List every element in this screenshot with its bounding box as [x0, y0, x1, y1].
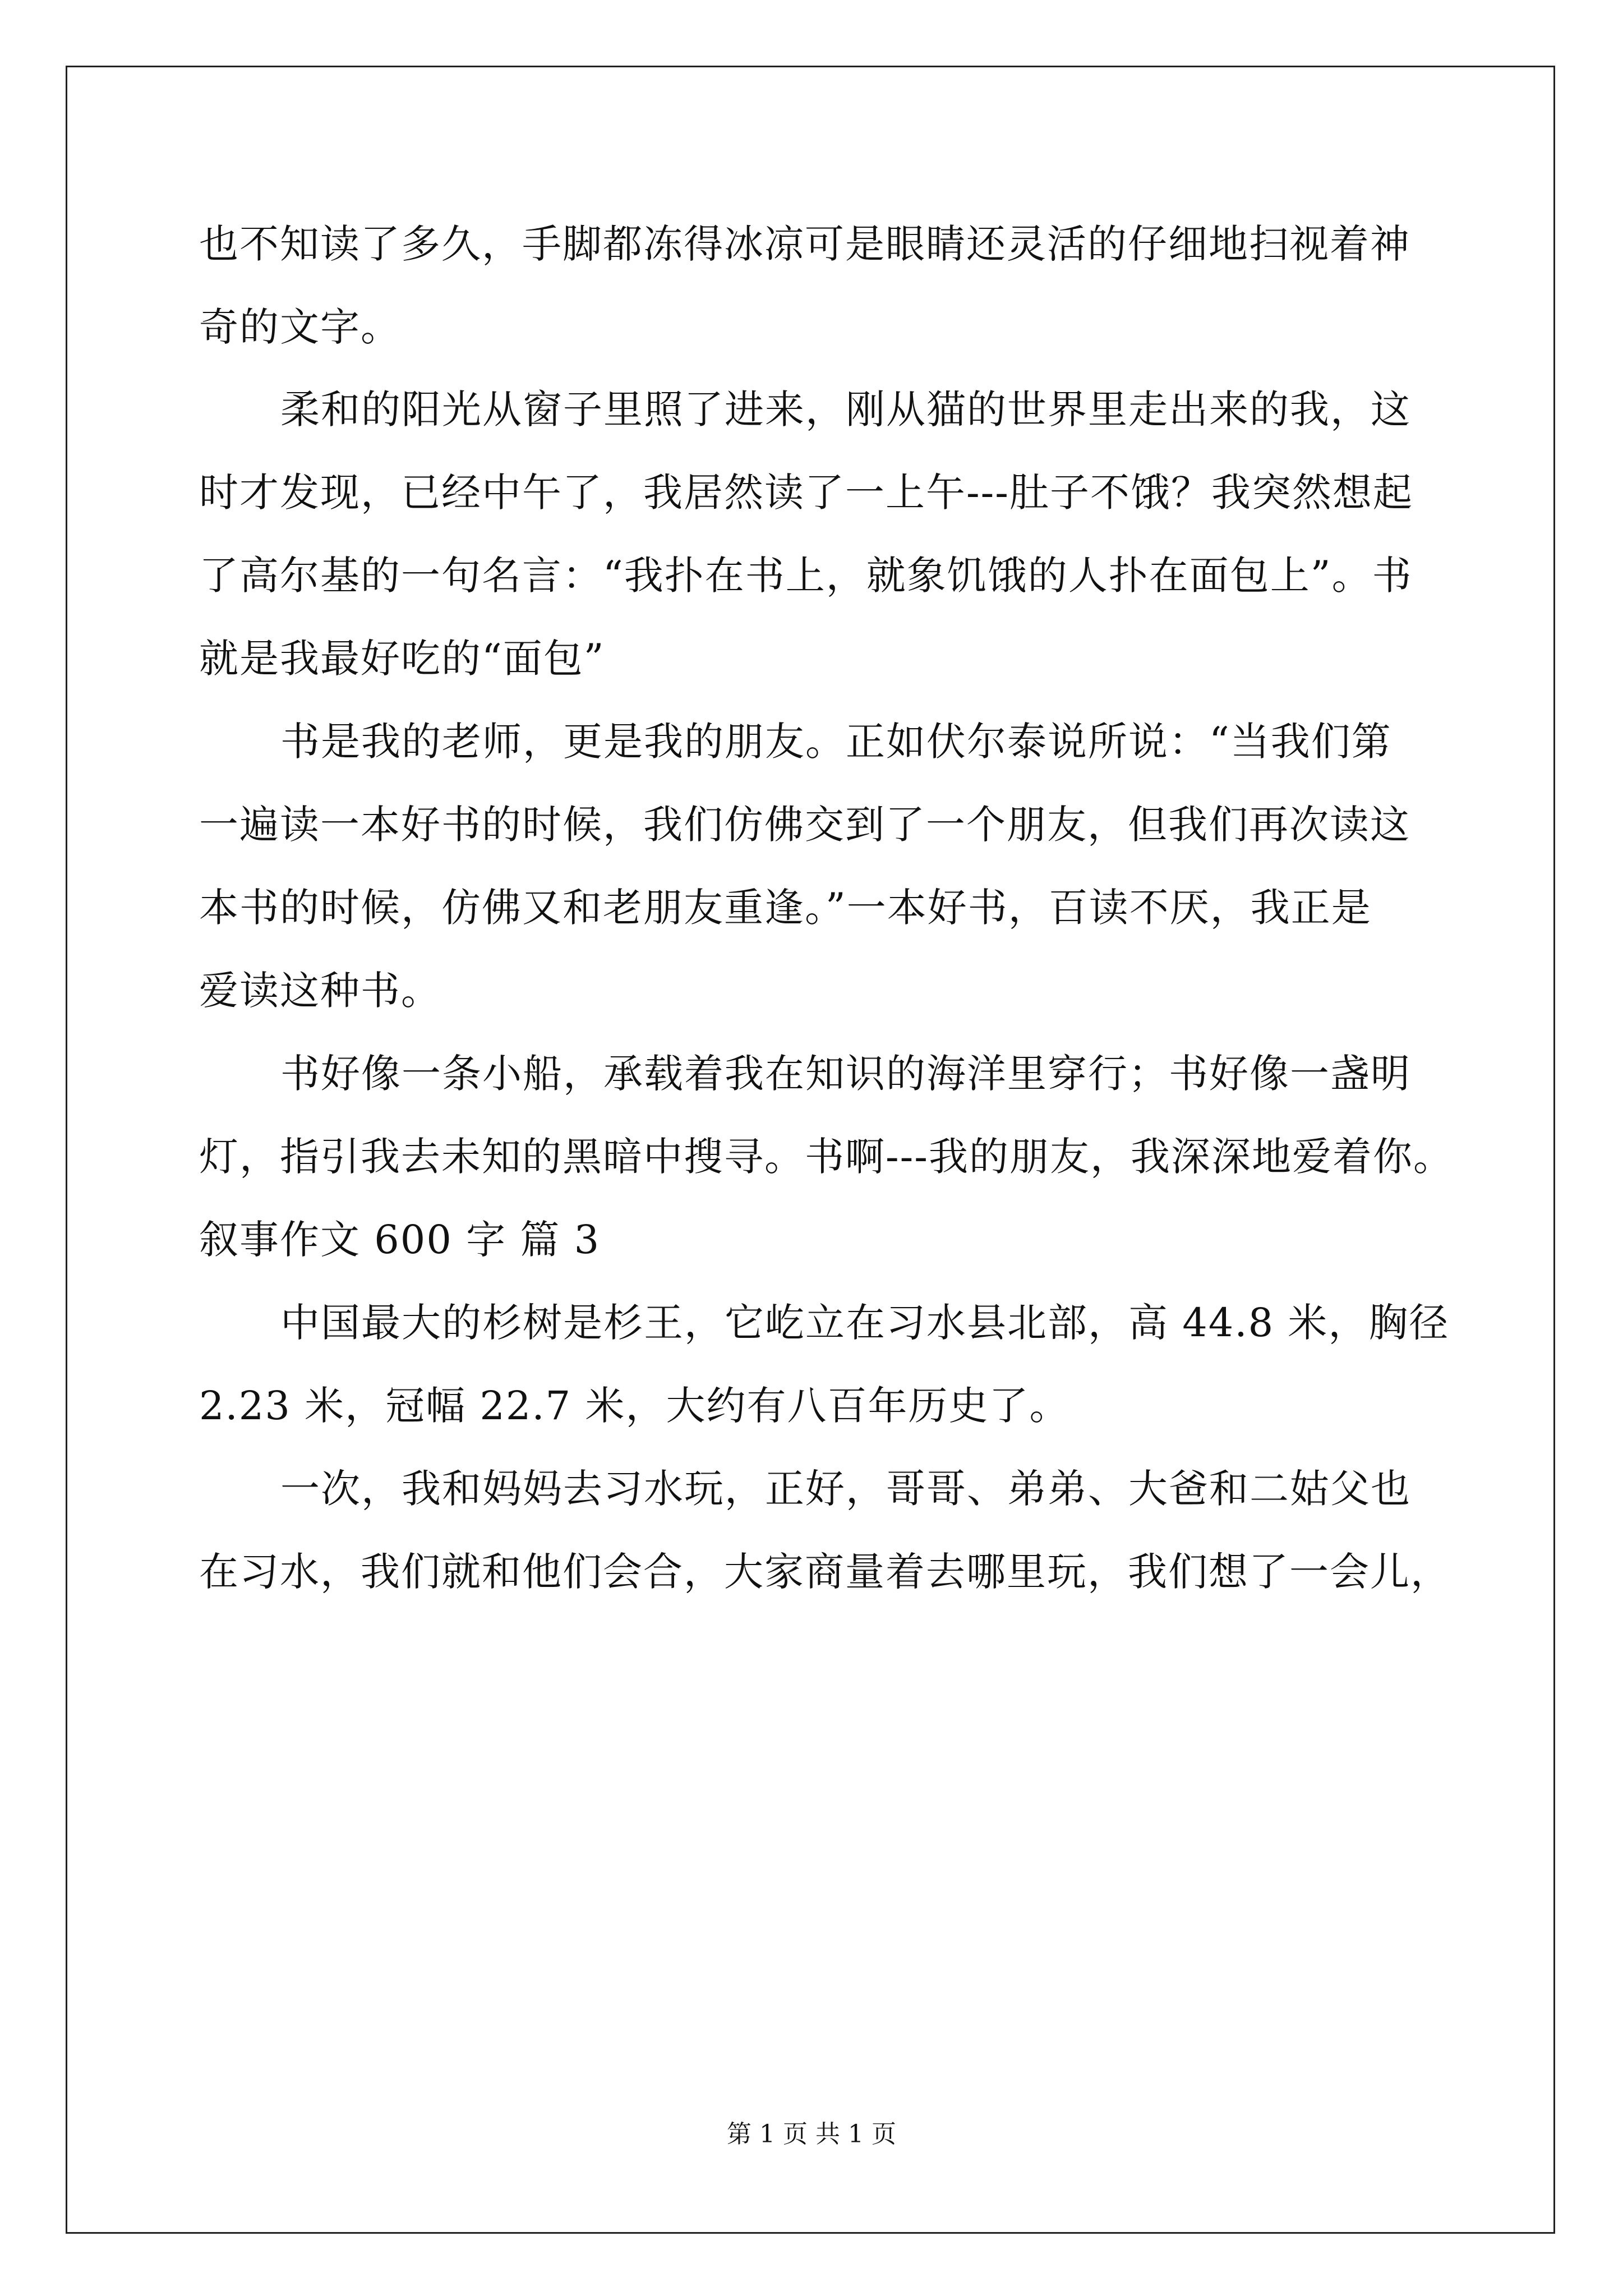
text-line: 本书的时候，仿佛又和老朋友重逢。”一本好书，百读不厌，我正是 [199, 885, 1372, 931]
text-line: 就是我最好吃的“面包” [199, 636, 605, 682]
text-line: 奇的文字。 [199, 304, 401, 350]
text-line: 爱读这种书。 [199, 968, 441, 1014]
page-footer: 第 1 页 共 1 页 [727, 2120, 896, 2148]
text-line: 灯，指引我去未知的黑暗中搜寻。书啊---我的朋友，我深深地爱着你。 [199, 1134, 1454, 1180]
text-line: 了高尔基的一句名言：“我扑在书上，就象饥饿的人扑在面包上”。书 [199, 553, 1413, 599]
text-line: 一遍读一本好书的时候，我们仿佛交到了一个朋友，但我们再次读这 [199, 802, 1410, 848]
section-heading: 叙事作文 600 字 篇 3 [199, 1217, 601, 1263]
text-line: 在习水，我们就和他们会合，大家商量着去哪里玩，我们想了一会儿， [199, 1549, 1451, 1595]
text-line: 柔和的阳光从窗子里照了进来，刚从猫的世界里走出来的我，这 [280, 386, 1411, 432]
text-line: 书是我的老师，更是我的朋友。正如伏尔泰说所说：“当我们第 [280, 719, 1392, 765]
text-line: 书好像一条小船，承载着我在知识的海洋里穿行；书好像一盏明 [280, 1051, 1411, 1097]
text-line: 也不知读了多久，手脚都冻得冰凉可是眼睛还灵活的仔细地扫视着神 [199, 221, 1410, 267]
text-line: 一次，我和妈妈去习水玩，正好，哥哥、弟弟、大爸和二姑父也 [280, 1466, 1411, 1512]
text-line: 2.23 米，冠幅 22.7 米，大约有八百年历史了。 [199, 1383, 1070, 1429]
text-line: 中国最大的杉树是杉王，它屹立在习水县北部，高 44.8 米，胸径 [280, 1300, 1450, 1346]
text-line: 时才发现，已经中午了，我居然读了一上午---肚子不饿？我突然想起 [199, 470, 1413, 516]
